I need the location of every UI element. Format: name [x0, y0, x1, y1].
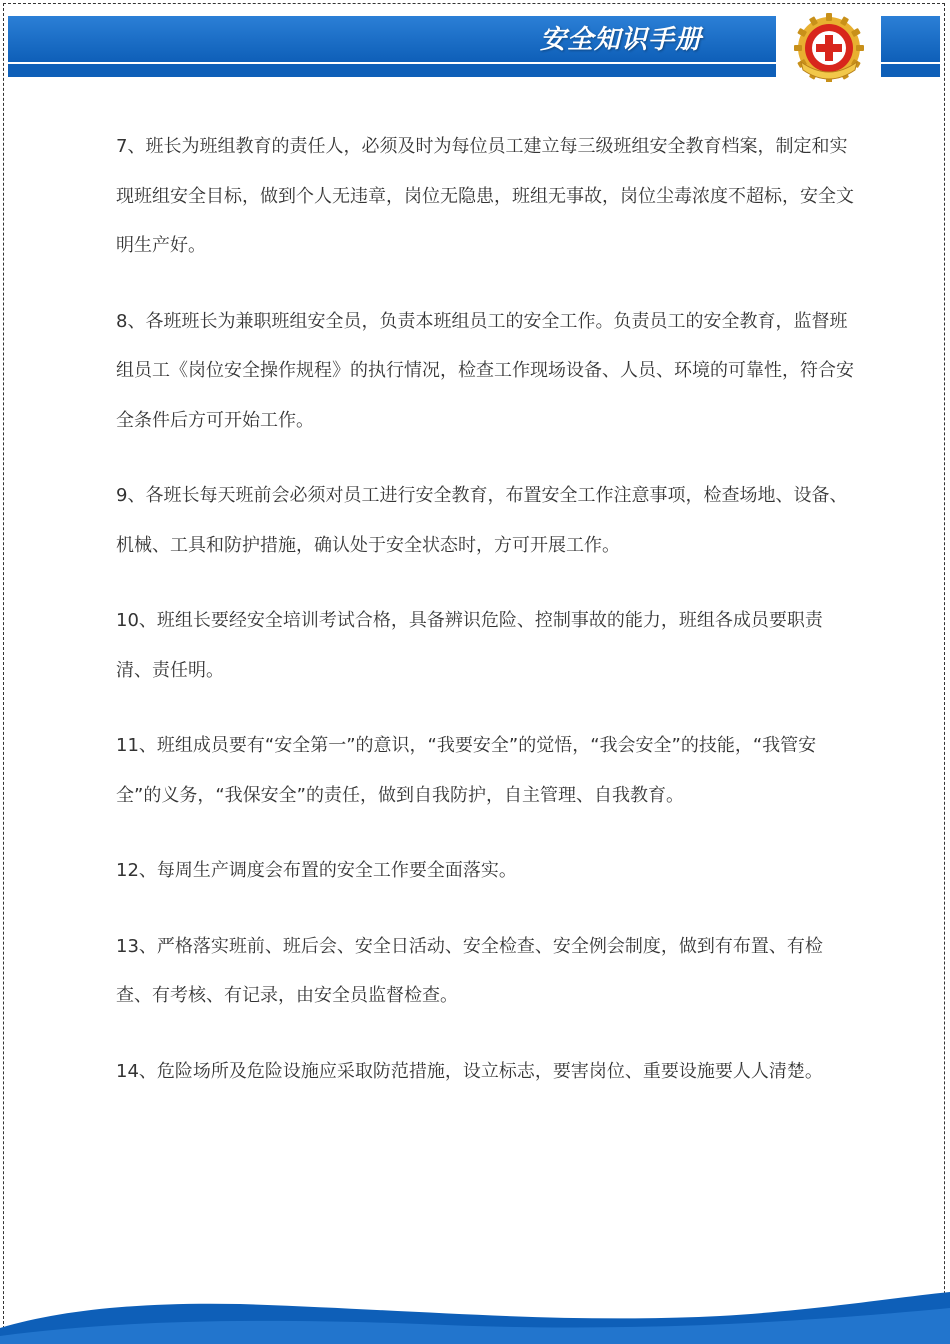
paragraph-8: 8、各班班长为兼职班组安全员，负责本班组员工的安全工作。负责员工的安全教育，监督班组员工《岗位安全操作规程》的执行情况，检查工作现场设备、人员、环境的可靠性，符合安全条件后方可开始工作。 [116, 310, 854, 431]
handbook-title: 安全知识手册 [540, 25, 703, 55]
safety-cross-emblem-icon [784, 10, 874, 82]
header-right-stripe [881, 64, 940, 77]
paragraph-14: 14、危险场所及危险设施应采取防范措施，设立标志，要害岗位、重要设施要人人清楚。 [116, 1060, 823, 1082]
footer-wave [0, 1280, 950, 1344]
header-stripe [8, 64, 776, 77]
paragraph-10: 10、班组长要经安全培训考试合格，具备辨识危险、控制事故的能力，班组各成员要职责清、责任明。 [116, 610, 823, 681]
header-right-block [881, 16, 940, 62]
paragraph-11: 11、班组成员要有“安全第一”的意识，“我要安全”的觉悟，“我会安全”的技能，“我管安全”的义务，“我保安全”的责任，做到自我防护，自主管理、自我教育。 [116, 735, 817, 806]
document-body [116, 122, 856, 1122]
paragraph-9: 9、各班长每天班前会必须对员工进行安全教育，布置安全工作注意事项，检查场地、设备、机械、工具和防护措施，确认处于安全状态时，方可开展工作。 [116, 485, 848, 556]
paragraph-7: 7、班长为班组教育的责任人，必须及时为每位员工建立每三级班组安全教育档案，制定和实现班组安全目标，做到个人无违章，岗位无隐患，班组无事故，岗位尘毒浓度不超标，安全文明生产好。 [116, 136, 854, 256]
paragraph-12: 12、每周生产调度会布置的安全工作要全面落实。 [116, 860, 517, 881]
paragraph-13: 13、严格落实班前、班后会、安全日活动、安全检查、安全例会制度，做到有布置、有检查、有考核、有记录，由安全员监督检查。 [116, 935, 823, 1006]
